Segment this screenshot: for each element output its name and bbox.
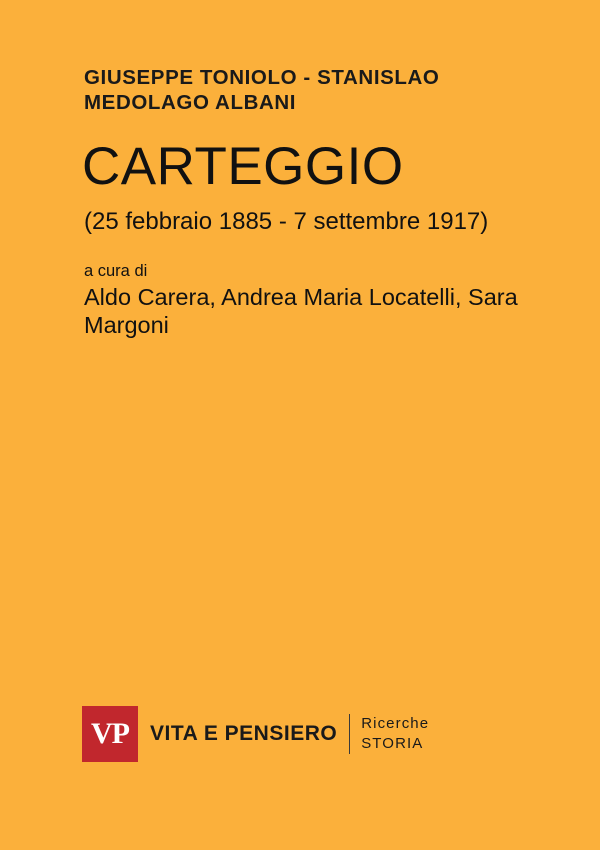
cover-subtitle: (25 febbraio 1885 - 7 settembre 1917) (84, 208, 489, 235)
publisher-name: VITA E PENSIERO (150, 722, 338, 745)
cover-editor-label: a cura di (84, 262, 148, 280)
cover-title: CARTEGGIO (82, 137, 404, 196)
cover-authors: GIUSEPPE TONIOLO - STANISLAO MEDOLAGO ALBANI (84, 66, 440, 114)
series-block (361, 714, 429, 755)
series-subject: STORIA (361, 735, 424, 752)
series-name: Ricerche (361, 714, 430, 732)
vita-e-pensiero-logo-icon: VP (82, 706, 138, 762)
divider (349, 714, 350, 754)
publisher-block (82, 705, 429, 763)
cover-editors: Aldo Carera, Andrea Maria Locatelli, Sara Margoni (84, 284, 518, 339)
